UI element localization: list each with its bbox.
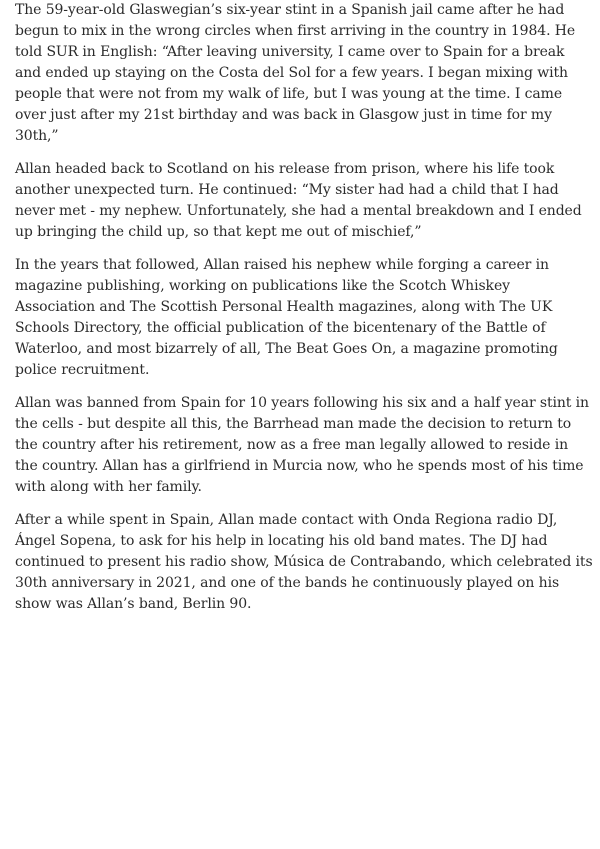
article-body (15, 0, 593, 627)
article-paragraph-1: The 59-year-old Glaswegian’s six-year stint in a Spanish jail came after he had begun to mix in the wrong circles when first arriving in the country in 1984. He told SUR in English: “After leaving university, I came over to Spain for a break and ended up staying on the Costa del Sol for a few years. I began mixing with people that were not from my walk of life, but I was young at the time. I came over just after my 21st birthday and was back in Glasgow just in time for my 30th,” (15, 2, 576, 144)
article-paragraph-2: Allan headed back to Scotland on his release from prison, where his life took another unexpected turn. He continued: “My sister had had a child that I had never met - my nephew. Unfortunately, she had a mental breakdown and I ended up bringing the child up, so that kept me out of mischief,” (15, 161, 582, 240)
article-paragraph-4: Allan was banned from Spain for 10 years following his six and a half year stint in the cells - but despite all this, the Barrhead man made the decision to return to the country after his retirement, now as a free man legally allowed to reside in the country. Allan has a girlfriend in Murcia now, who he spends most of his time with along with her family. (15, 395, 589, 495)
article-paragraph-3: In the years that followed, Allan raised his nephew while forging a career in magazine publishing, working on publications like the Scotch Whiskey Association and The Scottish Personal Health magazines, along with The UK Schools Directory, the official publication of the bicentenary of the Battle of Waterloo, and most bizarrely of all, The Beat Goes On, a magazine promoting police recruitment. (15, 257, 558, 378)
article-paragraph-5: After a while spent in Spain, Allan made contact with Onda Regiona radio DJ, Ángel Sopena, to ask for his help in locating his old band mates. The DJ had continued to present his radio show, Música de Contrabando, which celebrated its 30th anniversary in 2021, and one of the bands he continuously played on his show was Allan’s band, Berlin 90. (15, 512, 593, 612)
